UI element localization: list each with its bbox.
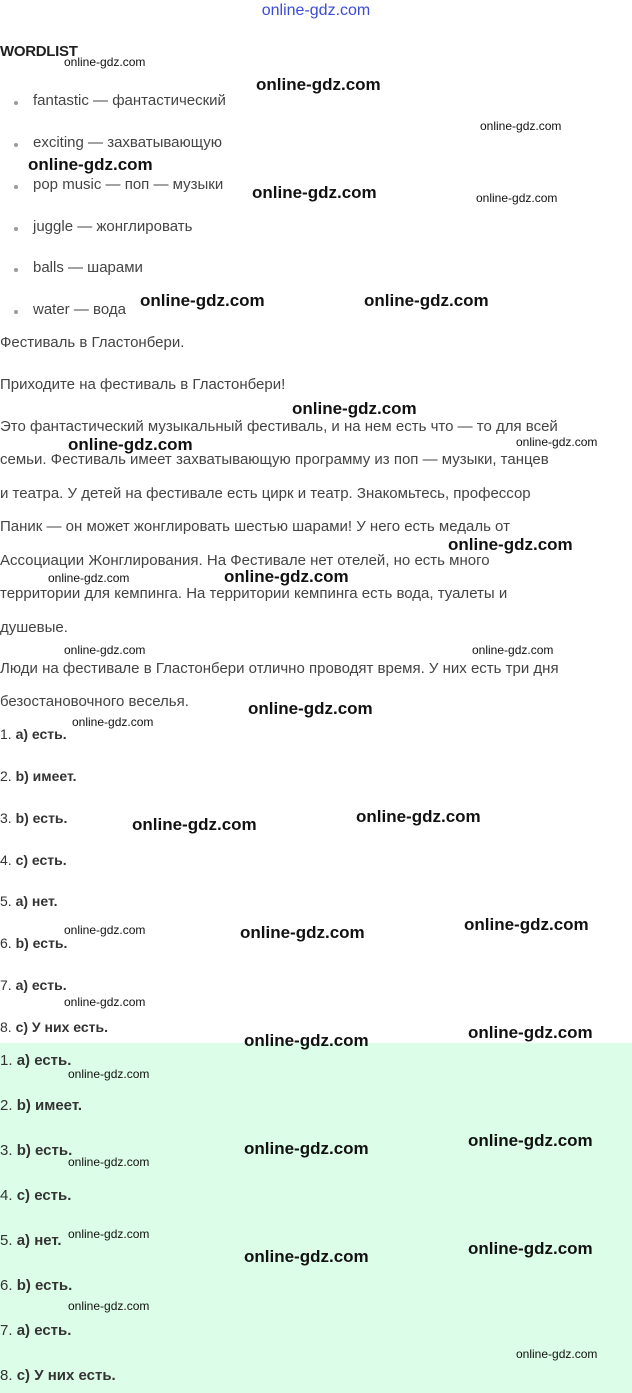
highlighted-answer-item: 3. b) есть. bbox=[0, 1142, 73, 1159]
watermark: online-gdz.com bbox=[468, 1023, 593, 1042]
watermark: online-gdz.com bbox=[244, 1031, 369, 1050]
watermark: online-gdz.com bbox=[68, 1299, 150, 1313]
text-line: территории для кемпинга. На территории кемпинга есть вода, туалеты и bbox=[0, 585, 508, 602]
watermark: online-gdz.com bbox=[68, 1067, 150, 1081]
text-line: Приходите на фестиваль в Гластонбери! bbox=[0, 376, 286, 393]
answer-item: 1. a) есть. bbox=[0, 726, 67, 742]
text-line: Люди на фестивале в Гластонбери отлично проводят время. У них есть три дня bbox=[0, 660, 559, 677]
watermark: online-gdz.com bbox=[64, 55, 146, 69]
text-line: Фестиваль в Гластонбери. bbox=[0, 334, 185, 351]
watermark: online-gdz.com bbox=[68, 1227, 150, 1241]
watermark: online-gdz.com bbox=[48, 571, 130, 585]
watermark: online-gdz.com bbox=[464, 915, 589, 934]
text-line: и театра. У детей на фестивале есть цирк и театр. Знакомьтесь, профессор bbox=[0, 485, 531, 502]
highlighted-answer-item: 7. a) есть. bbox=[0, 1322, 72, 1339]
watermark: online-gdz.com bbox=[468, 1239, 593, 1258]
watermark: online-gdz.com bbox=[64, 923, 146, 937]
highlighted-answer-item: 4. c) есть. bbox=[0, 1187, 72, 1204]
text-line: душевые. bbox=[0, 619, 68, 636]
highlighted-answer-item: 6. b) есть. bbox=[0, 1277, 73, 1294]
highlighted-answer-item: 5. a) нет. bbox=[0, 1232, 62, 1249]
answer-item: 3. b) есть. bbox=[0, 810, 68, 826]
watermark: online-gdz.com bbox=[68, 435, 193, 454]
watermark: online-gdz.com bbox=[516, 1347, 598, 1361]
answer-item: 6. b) есть. bbox=[0, 935, 68, 951]
watermark: online-gdz.com bbox=[292, 399, 417, 418]
watermark: online-gdz.com bbox=[480, 119, 562, 133]
watermark: online-gdz.com bbox=[64, 995, 146, 1009]
watermark: online-gdz.com bbox=[356, 807, 481, 826]
watermark: online-gdz.com bbox=[140, 291, 265, 310]
highlighted-answer-item: 8. c) У них есть. bbox=[0, 1367, 116, 1384]
answer-item: 5. a) нет. bbox=[0, 893, 58, 909]
watermark: online-gdz.com bbox=[224, 567, 349, 586]
watermark: online-gdz.com bbox=[240, 923, 365, 942]
answer-item: 7. a) есть. bbox=[0, 977, 67, 993]
text-line: Ассоциации Жонглирования. На Фестивале нет отелей, но есть много bbox=[0, 552, 490, 569]
bullet-icon bbox=[14, 268, 18, 272]
watermark: online-gdz.com bbox=[476, 191, 558, 205]
watermark: online-gdz.com bbox=[468, 1131, 593, 1150]
highlighted-answer-panel bbox=[0, 1043, 632, 1393]
text-line: безостановочного веселья. bbox=[0, 693, 189, 710]
watermark: online-gdz.com bbox=[256, 75, 381, 94]
site-link[interactable]: online-gdz.com bbox=[261, 2, 371, 19]
watermark: online-gdz.com bbox=[252, 183, 377, 202]
watermark: online-gdz.com bbox=[28, 155, 153, 174]
bullet-icon bbox=[14, 227, 18, 231]
watermark: online-gdz.com bbox=[448, 535, 573, 554]
answer-item: 4. c) есть. bbox=[0, 852, 67, 868]
text-line: Это фантастический музыкальный фестиваль, и на нем есть что — то для всей bbox=[0, 418, 558, 435]
watermark: online-gdz.com bbox=[516, 435, 598, 449]
bullet-icon bbox=[14, 101, 18, 105]
wordlist-heading: WORDLIST bbox=[0, 43, 78, 60]
watermark: online-gdz.com bbox=[248, 699, 373, 718]
highlighted-answer-item: 2. b) имеет. bbox=[0, 1097, 83, 1114]
text-line: семьи. Фестиваль имеет захватывающую программу из поп — музыки, танцев bbox=[0, 451, 549, 468]
bullet-icon bbox=[14, 185, 18, 189]
watermark: online-gdz.com bbox=[72, 715, 154, 729]
bullet-icon bbox=[14, 143, 18, 147]
watermark: online-gdz.com bbox=[244, 1139, 369, 1158]
answer-item: 8. c) У них есть. bbox=[0, 1019, 108, 1035]
text-line: Паник — он может жонглировать шестью шарами! У него есть медаль от bbox=[0, 518, 510, 535]
watermark: online-gdz.com bbox=[364, 291, 489, 310]
watermark: online-gdz.com bbox=[244, 1247, 369, 1266]
watermark: online-gdz.com bbox=[132, 815, 257, 834]
watermark: online-gdz.com bbox=[68, 1155, 150, 1169]
watermark: online-gdz.com bbox=[64, 643, 146, 657]
highlighted-answer-item: 1. a) есть. bbox=[0, 1052, 72, 1069]
answer-item: 2. b) имеет. bbox=[0, 768, 77, 784]
bullet-icon bbox=[14, 310, 18, 314]
watermark: online-gdz.com bbox=[472, 643, 554, 657]
